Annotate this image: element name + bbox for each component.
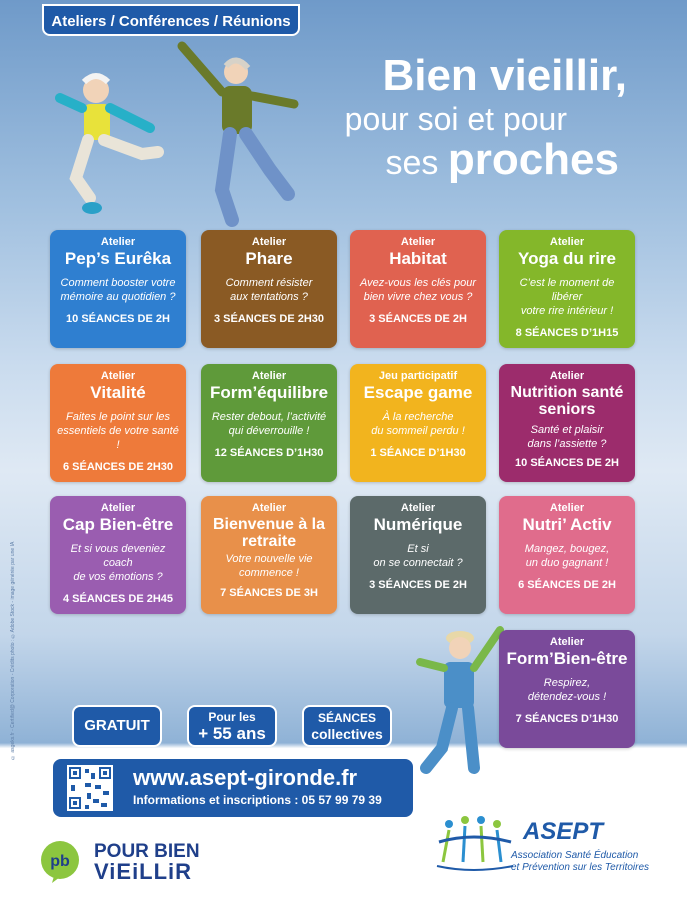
card-sessions: 6 SÉANCES DE 2H30 bbox=[62, 461, 174, 473]
contact-info: Informations et inscriptions : 05 57 99 79 39 bbox=[133, 793, 382, 807]
headline bbox=[345, 52, 627, 185]
card-sessions: 3 SÉANCES DE 2H bbox=[369, 313, 467, 325]
card-numerique[interactable] bbox=[350, 496, 486, 614]
category-tag: Ateliers / Conférences / Réunions bbox=[42, 4, 300, 36]
card-description: Santé et plaisir dans l’assiette ? bbox=[527, 424, 607, 450]
card-title: Vitalité bbox=[90, 383, 146, 402]
card-kicker: Atelier bbox=[251, 370, 287, 382]
age-badge-line-2: + 55 ans bbox=[198, 724, 266, 743]
pbv-badge-text: pb bbox=[50, 853, 70, 870]
card-title: Form’équilibre bbox=[209, 383, 329, 402]
card-kicker: Atelier bbox=[400, 502, 436, 514]
pbv-line-2: ViEiLLiR bbox=[94, 859, 193, 884]
card-kicker: Atelier bbox=[100, 502, 136, 514]
qr-code-icon[interactable] bbox=[67, 765, 113, 811]
card-title: Yoga du rire bbox=[518, 249, 616, 268]
website-link[interactable]: www.asept-gironde.fr bbox=[133, 765, 358, 790]
pbv-wordmark bbox=[94, 842, 200, 882]
card-title: Form’Bien-être bbox=[506, 649, 628, 668]
asept-name: ASEPT bbox=[523, 818, 604, 845]
card-kicker: Atelier bbox=[251, 236, 287, 248]
photo-credits: © asgeks.fr - Certified@ Corporation - Crédits photo : ©Adobe Stock - image générée par une IA bbox=[10, 541, 16, 760]
card-kicker: Atelier bbox=[251, 502, 287, 514]
card-vitalite[interactable] bbox=[50, 364, 186, 482]
headline-line-1: Bien vieillir, bbox=[382, 51, 627, 100]
card-nutri-activ[interactable] bbox=[499, 496, 635, 614]
dancing-man-illustration bbox=[54, 68, 174, 228]
card-nutrition-sante-seniors[interactable] bbox=[499, 364, 635, 482]
card-title: Nutrition santé seniors bbox=[510, 384, 624, 418]
card-peps-eureka[interactable] bbox=[50, 230, 186, 348]
card-description: Rester debout, l’activité qui déverrouille ! bbox=[211, 411, 327, 437]
card-sessions: 4 SÉANCES DE 2H45 bbox=[62, 593, 174, 605]
card-title: Pep’s Eurêka bbox=[64, 249, 172, 268]
card-description: Comment résister aux tentations ? bbox=[225, 277, 313, 303]
sessions-badge-line-1: SÉANCES bbox=[317, 711, 376, 725]
card-description: Comment booster votre mémoire au quotidien ? bbox=[60, 277, 176, 303]
card-description: Faites le point sur les essentiels de votre santé ! bbox=[57, 411, 179, 451]
card-cap-bien-etre[interactable] bbox=[50, 496, 186, 614]
pbv-badge-icon bbox=[38, 840, 82, 884]
card-sessions: 7 SÉANCES D’1H30 bbox=[515, 713, 619, 725]
card-sessions: 6 SÉANCES DE 2H bbox=[518, 579, 616, 591]
headline-line-2: pour soi et pour bbox=[344, 101, 567, 137]
card-kicker: Atelier bbox=[549, 236, 585, 248]
card-description: Votre nouvelle vie commence ! bbox=[225, 553, 313, 579]
card-bienvenue-retraite[interactable] bbox=[201, 496, 337, 614]
contact-box bbox=[53, 759, 413, 817]
card-kicker: Atelier bbox=[549, 370, 585, 382]
card-sessions: 12 SÉANCES D’1H30 bbox=[214, 447, 324, 459]
dancing-woman-illustration bbox=[174, 40, 304, 230]
age-badge-line-1: Pour les bbox=[208, 710, 256, 724]
asept-logo bbox=[435, 812, 665, 892]
card-title: Phare bbox=[245, 249, 293, 268]
card-description: C’est le moment de libérer votre rire intérieur ! bbox=[519, 277, 615, 317]
card-kicker: Atelier bbox=[549, 636, 585, 648]
card-sessions: 3 SÉANCES DE 2H bbox=[369, 579, 467, 591]
card-sessions: 3 SÉANCES DE 2H30 bbox=[213, 313, 325, 325]
sessions-badge-line-2: collectives bbox=[311, 726, 383, 742]
card-sessions: 1 SÉANCE D’1H30 bbox=[370, 447, 466, 459]
headline-line-3 bbox=[345, 135, 619, 185]
card-title: Cap Bien-être bbox=[62, 515, 174, 534]
card-description: Respirez, détendez-vous ! bbox=[527, 677, 607, 703]
card-sessions: 8 SÉANCES D’1H15 bbox=[515, 327, 619, 339]
card-description: Et si on se connectait ? bbox=[373, 543, 463, 569]
card-title: Numérique bbox=[373, 515, 463, 534]
card-title: Habitat bbox=[389, 249, 447, 268]
card-description: Et si vous deveniez coach de vos émotions ? bbox=[70, 543, 166, 583]
card-kicker: Atelier bbox=[400, 236, 436, 248]
card-description: Mangez, bougez, un duo gagnant ! bbox=[524, 543, 610, 569]
headline-word-proches: proches bbox=[447, 135, 619, 184]
pour-bien-vieillir-logo bbox=[38, 840, 200, 884]
free-badge: GRATUIT bbox=[72, 705, 162, 747]
card-escape-game[interactable] bbox=[350, 364, 486, 482]
card-yoga-du-rire[interactable] bbox=[499, 230, 635, 348]
card-form-bien-etre[interactable] bbox=[499, 630, 635, 748]
card-description: Avez-vous les clés pour bien vivre chez vous ? bbox=[360, 277, 476, 303]
card-title: Escape game bbox=[363, 383, 473, 402]
card-sessions: 10 SÉANCES DE 2H bbox=[515, 457, 619, 469]
card-form-equilibre[interactable] bbox=[201, 364, 337, 482]
card-phare[interactable] bbox=[201, 230, 337, 348]
card-title: Nutri’ Activ bbox=[522, 515, 612, 534]
asept-people-icon bbox=[435, 814, 515, 874]
card-sessions: 7 SÉANCES DE 3H bbox=[220, 587, 318, 599]
card-kicker: Jeu participatif bbox=[378, 370, 458, 382]
pbv-line-1: POUR BIEN bbox=[94, 841, 200, 862]
card-kicker: Atelier bbox=[100, 370, 136, 382]
card-kicker: Atelier bbox=[100, 236, 136, 248]
headline-word-ses: ses bbox=[385, 144, 439, 182]
card-title: Bienvenue à la retraite bbox=[212, 516, 326, 550]
age-badge bbox=[187, 705, 277, 747]
card-description: À la recherche du sommeil perdu ! bbox=[371, 411, 465, 437]
card-kicker: Atelier bbox=[549, 502, 585, 514]
sessions-badge bbox=[302, 705, 392, 747]
card-sessions: 10 SÉANCES DE 2H bbox=[66, 313, 170, 325]
card-habitat[interactable] bbox=[350, 230, 486, 348]
asept-subtitle: Association Santé Éducation et Prévention sur les Territoires bbox=[511, 850, 650, 873]
